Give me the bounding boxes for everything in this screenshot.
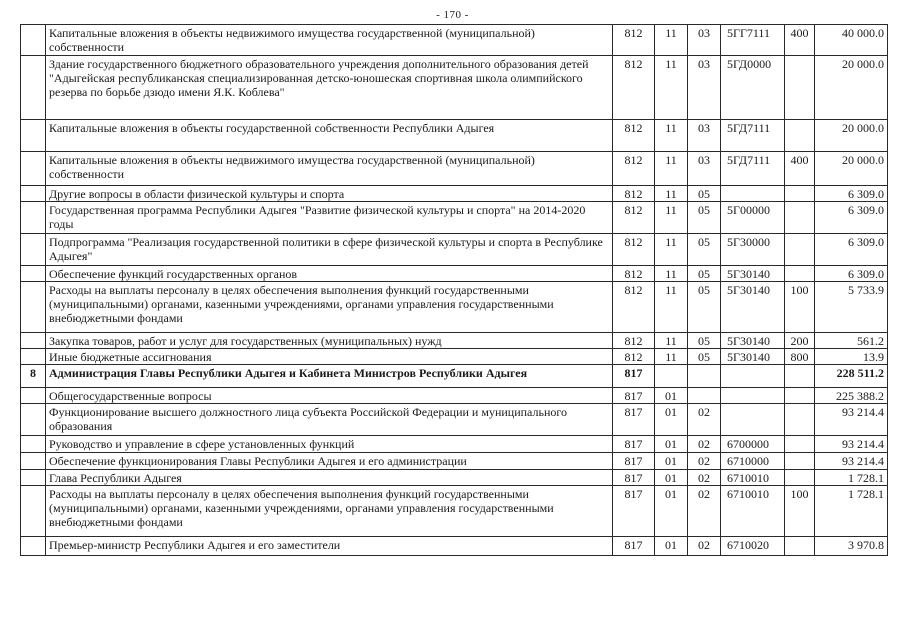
amount: 20 000.0 — [815, 120, 888, 152]
section-code: 11 — [655, 234, 688, 266]
target-article-code — [721, 186, 785, 202]
section-code: 11 — [655, 25, 688, 56]
page-number: - 170 - — [436, 9, 469, 21]
target-article-code: 6710000 — [721, 453, 785, 470]
ministry-code: 812 — [613, 25, 655, 56]
section-code: 01 — [655, 470, 688, 486]
target-article-code: 6700000 — [721, 436, 785, 453]
item-name: Премьер-министр Республики Адыгея и его заместители — [46, 537, 613, 556]
amount: 561.2 — [815, 333, 888, 349]
row-number — [21, 404, 46, 436]
amount: 1 728.1 — [815, 486, 888, 537]
item-name: Руководство и управление в сфере установленных функций — [46, 436, 613, 453]
amount: 20 000.0 — [815, 56, 888, 120]
expense-type-code — [785, 404, 815, 436]
subsection-code: 02 — [688, 470, 721, 486]
row-number — [21, 436, 46, 453]
table-row — [21, 120, 888, 152]
table-row — [21, 470, 888, 486]
expense-type-code — [785, 120, 815, 152]
subsection-code: 05 — [688, 186, 721, 202]
expense-type-code — [785, 453, 815, 470]
amount: 1 728.1 — [815, 470, 888, 486]
expense-type-code: 800 — [785, 349, 815, 365]
table-row — [21, 349, 888, 365]
section-code — [655, 365, 688, 388]
table-row — [21, 152, 888, 186]
ministry-code: 817 — [613, 388, 655, 404]
target-article-code: 5ГД0000 — [721, 56, 785, 120]
target-article-code: 5ГД7111 — [721, 120, 785, 152]
table-row — [21, 486, 888, 537]
budget-table — [20, 24, 888, 556]
section-code: 01 — [655, 388, 688, 404]
item-name: Общегосударственные вопросы — [46, 388, 613, 404]
item-name: Иные бюджетные ассигнования — [46, 349, 613, 365]
expense-type-code — [785, 202, 815, 234]
table-row — [21, 436, 888, 453]
section-code: 11 — [655, 333, 688, 349]
row-number — [21, 120, 46, 152]
ministry-code: 817 — [613, 404, 655, 436]
subsection-code: 05 — [688, 349, 721, 365]
subsection-code: 02 — [688, 537, 721, 556]
ministry-code: 817 — [613, 436, 655, 453]
row-number — [21, 388, 46, 404]
amount: 228 511.2 — [815, 365, 888, 388]
table-row — [21, 537, 888, 556]
section-code: 11 — [655, 282, 688, 333]
subsection-code — [688, 365, 721, 388]
item-name: Капитальные вложения в объекты недвижимого имущества государственной (муниципальной) собственности — [46, 152, 613, 186]
row-number — [21, 453, 46, 470]
target-article-code: 6710020 — [721, 537, 785, 556]
ministry-code: 812 — [613, 202, 655, 234]
section-code: 01 — [655, 453, 688, 470]
row-number — [21, 537, 46, 556]
item-name: Функционирование высшего должностного лица субъекта Российской Федерации и муниципального образования — [46, 404, 613, 436]
target-article-code — [721, 388, 785, 404]
table-row — [21, 266, 888, 282]
table-row — [21, 202, 888, 234]
section-code: 01 — [655, 436, 688, 453]
table-row — [21, 453, 888, 470]
row-number — [21, 202, 46, 234]
row-number — [21, 470, 46, 486]
row-number — [21, 186, 46, 202]
subsection-code: 05 — [688, 266, 721, 282]
amount: 225 388.2 — [815, 388, 888, 404]
item-name: Подпрограмма "Реализация государственной политики в сфере физической культуры и спорта в Республике Адыгея" — [46, 234, 613, 266]
row-number — [21, 349, 46, 365]
section-code: 11 — [655, 266, 688, 282]
amount: 93 214.4 — [815, 453, 888, 470]
subsection-code: 05 — [688, 202, 721, 234]
subsection-code: 03 — [688, 120, 721, 152]
target-article-code — [721, 365, 785, 388]
section-code: 11 — [655, 120, 688, 152]
ministry-code: 817 — [613, 453, 655, 470]
section-code: 11 — [655, 202, 688, 234]
target-article-code: 5Г30140 — [721, 266, 785, 282]
subsection-code: 03 — [688, 56, 721, 120]
ministry-code: 817 — [613, 537, 655, 556]
ministry-code: 812 — [613, 282, 655, 333]
subsection-code: 02 — [688, 436, 721, 453]
target-article-code: 5Г00000 — [721, 202, 785, 234]
row-number — [21, 333, 46, 349]
item-name: Расходы на выплаты персоналу в целях обеспечения выполнения функций государственными (муниципальными) органами, казенными учреждениями, органами управления государственными внебюджетными фондами — [46, 486, 613, 537]
table-row — [21, 282, 888, 333]
amount: 40 000.0 — [815, 25, 888, 56]
row-number — [21, 25, 46, 56]
row-number — [21, 266, 46, 282]
expense-type-code — [785, 266, 815, 282]
row-number — [21, 282, 46, 333]
amount: 93 214.4 — [815, 436, 888, 453]
table-row — [21, 56, 888, 120]
ministry-code: 812 — [613, 333, 655, 349]
expense-type-code — [785, 234, 815, 266]
expense-type-code: 400 — [785, 25, 815, 56]
row-number: 8 — [21, 365, 46, 388]
expense-type-code — [785, 388, 815, 404]
ministry-code: 817 — [613, 470, 655, 486]
table-row — [21, 234, 888, 266]
section-code: 01 — [655, 404, 688, 436]
ministry-code: 812 — [613, 120, 655, 152]
expense-type-code — [785, 365, 815, 388]
amount: 3 970.8 — [815, 537, 888, 556]
item-name: Глава Республики Адыгея — [46, 470, 613, 486]
budget-rows — [21, 25, 888, 556]
ministry-code: 812 — [613, 152, 655, 186]
item-name: Здание государственного бюджетного образовательного учреждения дополнительного образования детей "Адыгейская республиканская специализированная детско-юношеская спортивная школа олимпийского резерва по борьбе дзюдо имени Я.К. Коблева" — [46, 56, 613, 120]
subsection-code: 02 — [688, 486, 721, 537]
item-name: Расходы на выплаты персоналу в целях обеспечения выполнения функций государственными (муниципальными) органами, казенными учреждениями, органами управления государственными внебюджетными фондами — [46, 282, 613, 333]
ministry-code: 817 — [613, 486, 655, 537]
ministry-code: 812 — [613, 234, 655, 266]
table-row — [21, 404, 888, 436]
section-code: 01 — [655, 486, 688, 537]
expense-type-code: 200 — [785, 333, 815, 349]
ministry-code: 812 — [613, 349, 655, 365]
row-number — [21, 152, 46, 186]
expense-type-code — [785, 186, 815, 202]
table-row — [21, 186, 888, 202]
target-article-code: 5Г30140 — [721, 282, 785, 333]
row-number — [21, 234, 46, 266]
expense-type-code — [785, 56, 815, 120]
section-code: 11 — [655, 349, 688, 365]
amount: 20 000.0 — [815, 152, 888, 186]
table-row — [21, 333, 888, 349]
section-code: 01 — [655, 537, 688, 556]
section-code: 11 — [655, 56, 688, 120]
ministry-code: 812 — [613, 266, 655, 282]
expense-type-code — [785, 537, 815, 556]
target-article-code: 6710010 — [721, 470, 785, 486]
table-row — [21, 365, 888, 388]
amount: 5 733.9 — [815, 282, 888, 333]
item-name: Капитальные вложения в объекты государственной собственности Республики Адыгея — [46, 120, 613, 152]
ministry-code: 812 — [613, 56, 655, 120]
subsection-code: 03 — [688, 152, 721, 186]
item-name: Государственная программа Республики Адыгея "Развитие физической культуры и спорта" на 2014-2020 годы — [46, 202, 613, 234]
item-name: Обеспечение функций государственных органов — [46, 266, 613, 282]
expense-type-code: 400 — [785, 152, 815, 186]
expense-type-code — [785, 470, 815, 486]
ministry-code: 817 — [613, 365, 655, 388]
target-article-code: 5ГД7111 — [721, 152, 785, 186]
expense-type-code — [785, 436, 815, 453]
table-row — [21, 388, 888, 404]
amount: 6 309.0 — [815, 202, 888, 234]
subsection-code: 02 — [688, 453, 721, 470]
amount: 13.9 — [815, 349, 888, 365]
item-name: Другие вопросы в области физической культуры и спорта — [46, 186, 613, 202]
section-code: 11 — [655, 152, 688, 186]
target-article-code — [721, 404, 785, 436]
target-article-code: 5Г30000 — [721, 234, 785, 266]
item-name: Администрация Главы Республики Адыгея и Кабинета Министров Республики Адыгея — [46, 365, 613, 388]
ministry-code: 812 — [613, 186, 655, 202]
subsection-code: 05 — [688, 333, 721, 349]
amount: 93 214.4 — [815, 404, 888, 436]
amount: 6 309.0 — [815, 186, 888, 202]
section-code: 11 — [655, 186, 688, 202]
expense-type-code: 100 — [785, 282, 815, 333]
table-row — [21, 25, 888, 56]
expense-type-code: 100 — [785, 486, 815, 537]
subsection-code: 05 — [688, 282, 721, 333]
target-article-code: 5Г30140 — [721, 349, 785, 365]
target-article-code: 5ГГ7111 — [721, 25, 785, 56]
item-name: Капитальные вложения в объекты недвижимого имущества государственной (муниципальной) собственности — [46, 25, 613, 56]
row-number — [21, 486, 46, 537]
subsection-code — [688, 388, 721, 404]
item-name: Обеспечение функционирования Главы Республики Адыгея и его администрации — [46, 453, 613, 470]
target-article-code: 6710010 — [721, 486, 785, 537]
amount: 6 309.0 — [815, 266, 888, 282]
subsection-code: 02 — [688, 404, 721, 436]
subsection-code: 05 — [688, 234, 721, 266]
row-number — [21, 56, 46, 120]
item-name: Закупка товаров, работ и услуг для государственных (муниципальных) нужд — [46, 333, 613, 349]
amount: 6 309.0 — [815, 234, 888, 266]
subsection-code: 03 — [688, 25, 721, 56]
target-article-code: 5Г30140 — [721, 333, 785, 349]
